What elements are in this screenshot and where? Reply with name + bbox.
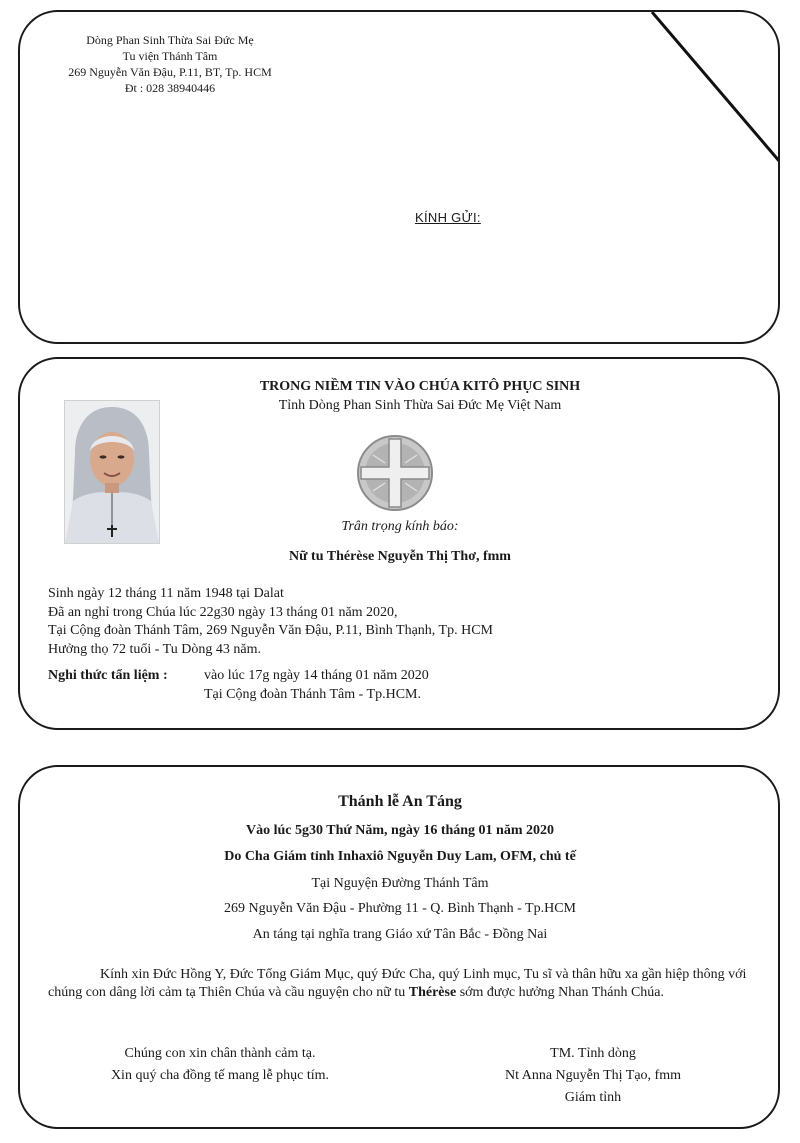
faith-heading: TRONG NIỀM TIN VÀO CHÚA KITÔ PHỤC SINH	[259, 379, 581, 394]
closing-line: Chúng con xin chân thành cảm tạ.	[124, 1046, 316, 1061]
envelope-card	[18, 10, 780, 344]
paragraph-text: Kính xin Đức Hồng Y, Đức Tổng Giám Mục, quý Đức Cha, quý Linh mục, Tu sĩ và thân hữu xa gần hiệp thông với chúng con dâng lời cảm tạ Thiên Chúa và cầu nguyện cho nữ tu	[48, 967, 747, 1000]
cross-emblem-icon	[355, 433, 435, 513]
funeral-mass-card	[18, 765, 780, 1129]
deceased-name: Nữ tu Thérèse Nguyễn Thị Thơ, fmm	[289, 549, 511, 564]
signature-line: Nt Anna Nguyễn Thị Tạo, fmm	[504, 1068, 682, 1083]
bio-line: Tại Cộng đoàn Thánh Tâm, 269 Nguyễn Văn Đậu, P.11, Bình Thạnh, Tp. HCM	[48, 623, 493, 638]
funeral-celebrant: Do Cha Giám tỉnh Inhaxiô Nguyễn Duy Lam, OFM, chủ tế	[224, 849, 576, 864]
signature-line: Giám tỉnh	[564, 1090, 622, 1105]
sender-line: Dòng Phan Sinh Thừa Sai Đức Mẹ	[86, 33, 254, 47]
bio-line: Sinh ngày 12 tháng 11 năm 1948 tại Dalat	[48, 586, 284, 601]
funeral-venue: Tại Nguyện Đường Thánh Tâm	[311, 876, 489, 891]
encoffining-rite	[48, 667, 429, 704]
sender-line: Tu viện Thánh Tâm	[122, 49, 218, 63]
province-heading: Tỉnh Dòng Phan Sinh Thừa Sai Đức Mẹ Việt Nam	[278, 398, 562, 413]
rite-time: vào lúc 17g ngày 14 tháng 01 năm 2020	[204, 668, 429, 683]
funeral-address: 269 Nguyễn Văn Đậu - Phường 11 - Q. Bình Thạnh - Tp.HCM	[223, 901, 576, 916]
paragraph-text-end: sớm được hưởng Nhan Thánh Chúa.	[456, 985, 665, 1000]
obituary-card	[18, 357, 780, 730]
funeral-title: Thánh lễ An Táng	[338, 793, 462, 810]
bio-line: Đã an nghỉ trong Chúa lúc 22g30 ngày 13 tháng 01 năm 2020,	[48, 604, 398, 620]
sender-line: 269 Nguyễn Văn Đậu, P.11, BT, Tp. HCM	[68, 65, 272, 79]
signature-line: TM. Tỉnh dòng	[550, 1046, 636, 1061]
rite-place: Tại Cộng đoàn Thánh Tâm - Tp.HCM.	[204, 686, 421, 702]
funeral-time: Vào lúc 5g30 Thứ Năm, ngày 16 tháng 01 năm 2020	[245, 823, 554, 838]
sender-address	[20, 32, 320, 96]
bio-line: Hưởng thọ 72 tuổi - Tu Dòng 43 năm.	[48, 641, 261, 657]
invitation-paragraph	[48, 966, 758, 1002]
recipient-label: KÍNH GỬI:	[415, 210, 481, 225]
closing-thanks	[60, 1043, 380, 1087]
biography	[48, 585, 493, 659]
burial-place: An táng tại nghĩa trang Giáo xứ Tân Bắc - Đồng Nai	[252, 927, 548, 942]
sender-line: Đt : 028 38940446	[124, 81, 216, 95]
rite-label: Nghi thức tẩn liệm :	[48, 668, 168, 683]
announcement-text: Trân trọng kính báo:	[341, 519, 459, 534]
signature-block	[448, 1043, 738, 1109]
paragraph-name: Thérèse	[408, 985, 457, 1000]
closing-line: Xin quý cha đồng tế mang lễ phục tím.	[110, 1068, 330, 1083]
